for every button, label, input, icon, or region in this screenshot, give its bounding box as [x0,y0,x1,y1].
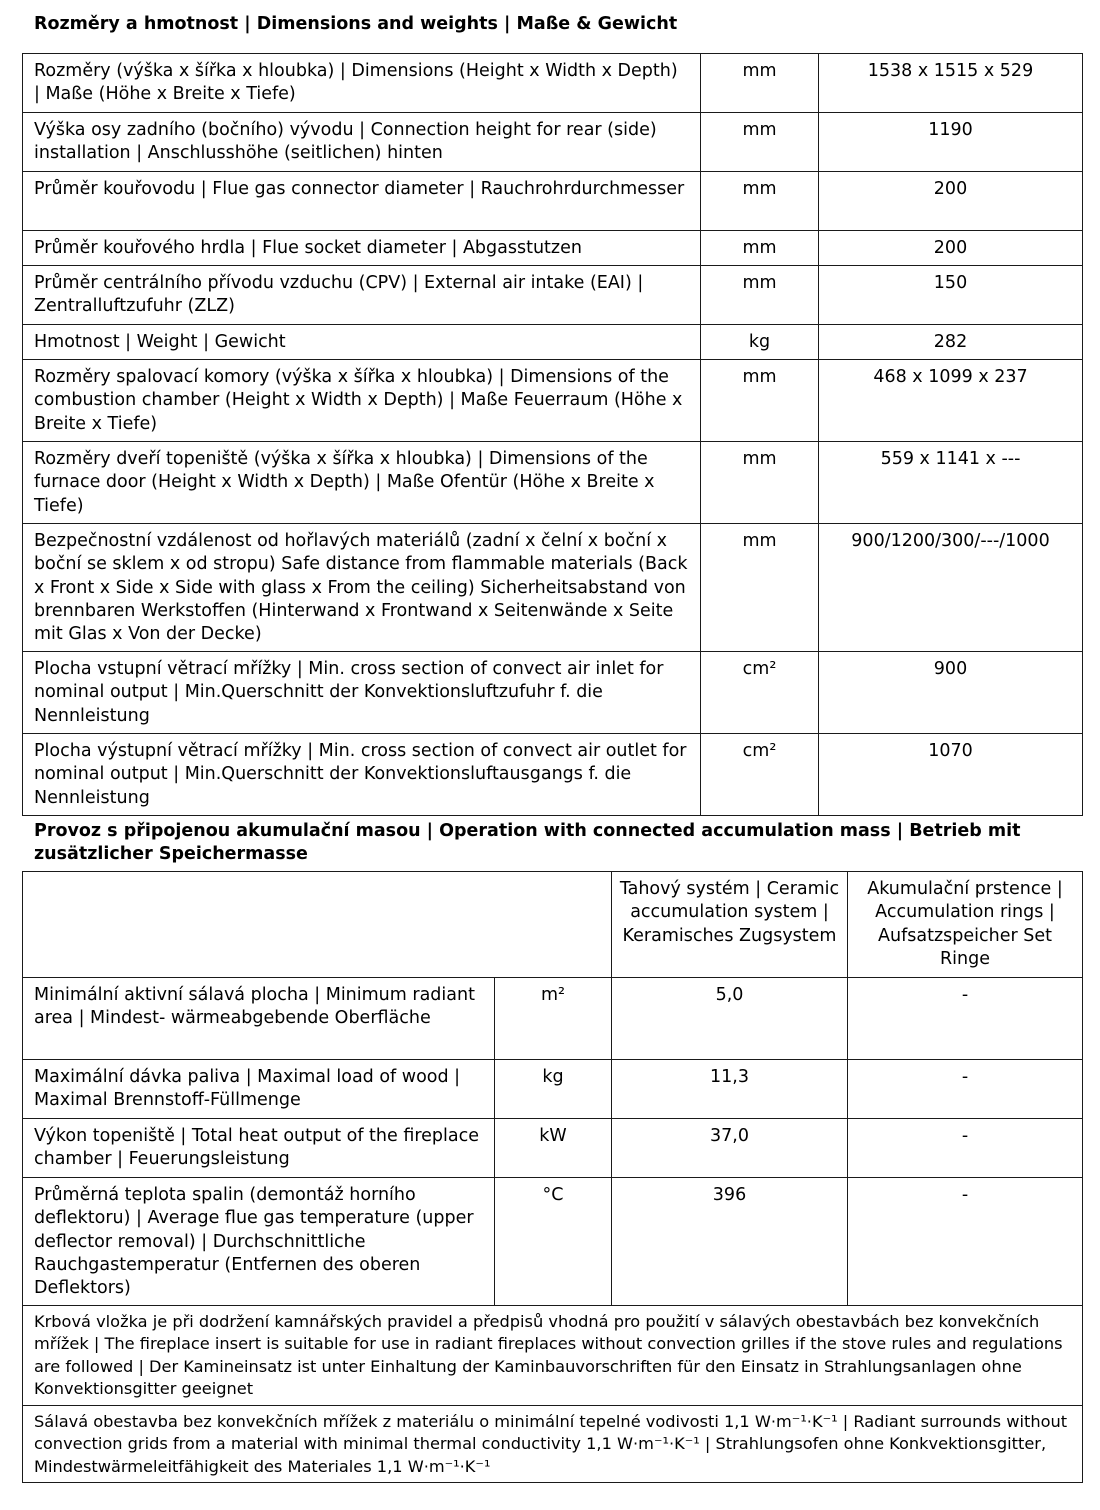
row-label: Bezpečnostní vzdálenost od hořlavých materiálů (zadní x čelní x boční x boční se sklem x od stropu) Safe distance from flammable materials (Back x Front x Side x Side with glass x From the ceiling) Sicherheitsabstand von brennbaren Werkstoffen (Hinterwand x Frontwand x Seitenwände x Seite mit Glas x Von der Decke) [23,524,701,652]
row-rings-value: - [848,978,1083,1060]
row-label: Výkon topeniště | Total heat output of the fireplace chamber | Feuerungsleistung [23,1119,495,1178]
row-rings-value: - [848,1119,1083,1178]
row-unit: mm [701,172,819,231]
row-value: 1070 [819,734,1083,816]
dimensions-table [22,53,1083,816]
table-row [23,978,1083,1060]
row-label: Hmotnost | Weight | Gewicht [23,325,701,360]
row-label: Rozměry spalovací komory (výška x šířka x hloubka) | Dimensions of the combustion chamber (Height x Width x Depth) | Maße Feuerraum (Höhe x Breite x Tiefe) [23,360,701,442]
row-unit: kW [495,1119,612,1178]
table-row [23,524,1083,652]
row-value: 900 [819,652,1083,734]
radiant-surround-note: Krbová vložka je při dodržení kamnářských pravidel a předpisů vhodná pro použití v sálavých obestavbách bez konvekčních mřížek | The fireplace insert is suitable for use in radiant fireplaces without convection grilles if the stove rules and regulations are followed | Der Kamineinsatz ist unter Einhaltung der Kaminbauvorschriften für den Einsatz in Strahlungsanlagen ohne Konvektionsgitter geeignet [23,1306,1083,1406]
row-value: 1190 [819,113,1083,172]
row-value: 200 [819,231,1083,266]
row-value: 468 x 1099 x 237 [819,360,1083,442]
row-value: 559 x 1141 x --- [819,442,1083,524]
row-label: Průměr kouřovodu | Flue gas connector diameter | Rauchrohrdurchmesser [23,172,701,231]
dimensions-section-title: Rozměry a hmotnost | Dimensions and weights | Maße & Gewicht [34,14,678,34]
row-unit: kg [495,1060,612,1119]
row-label: Plocha vstupní větrací mřížky | Min. cross section of convect air inlet for nominal output | Min.Querschnitt der Konvektionsluftzufuhr f. die Nennleistung [23,652,701,734]
row-unit: mm [701,442,819,524]
row-ceramic-value: 37,0 [612,1119,848,1178]
thermal-conductivity-note: Sálavá obestavba bez konvekčních mřížek z materiálu o minimální tepelné vodivosti 1,1 W·m⁻¹·K⁻¹ | Radiant surrounds without convection grids from a material with minimal thermal conductivity 1,1 W·m⁻¹·K⁻¹ | Strahlungsofen ohne Konkvektionsgitter, Mindestwärmeleitfähigkeit des Materiales 1,1 W·m⁻¹·K⁻¹ [23,1406,1083,1483]
note-row [23,1306,1083,1406]
row-value: 282 [819,325,1083,360]
row-unit: mm [701,231,819,266]
row-label: Rozměry dveří topeniště (výška x šířka x hloubka) | Dimensions of the furnace door (Height x Width x Depth) | Maße Ofentür (Höhe x Breite x Tiefe) [23,442,701,524]
table-row [23,172,1083,231]
row-unit: mm [701,524,819,652]
operation-table [22,871,1083,1483]
row-label: Rozměry (výška x šířka x hloubka) | Dimensions (Height x Width x Depth) | Maße (Höhe x Breite x Tiefe) [23,54,701,113]
row-unit: m² [495,978,612,1060]
table-row [23,1060,1083,1119]
operation-section-title: Provoz s připojenou akumulační masou | Operation with connected accumulation mass | Betrieb mit zusätzlicher Speichermasse [34,821,1021,864]
row-label: Minimální aktivní sálavá plocha | Minimum radiant area | Mindest- wärmeabgebende Oberfläche [23,978,495,1060]
header-ceramic-system: Tahový systém | Ceramic accumulation system | Keramisches Zugsystem [612,872,848,978]
row-value: 1538 x 1515 x 529 [819,54,1083,113]
row-value: 900/1200/300/---/1000 [819,524,1083,652]
table-row [23,266,1083,325]
table-row [23,442,1083,524]
row-ceramic-value: 5,0 [612,978,848,1060]
note-row [23,1406,1083,1483]
row-unit: mm [701,360,819,442]
row-unit: mm [701,54,819,113]
row-rings-value: - [848,1060,1083,1119]
row-unit: °C [495,1178,612,1306]
row-label: Průměr centrálního přívodu vzduchu (CPV) | External air intake (EAI) | Zentralluftzufuhr (ZLZ) [23,266,701,325]
table-row [23,360,1083,442]
row-label: Průměr kouřového hrdla | Flue socket diameter | Abgasstutzen [23,231,701,266]
row-label: Výška osy zadního (bočního) vývodu | Connection height for rear (side) installation | Anschlusshöhe (seitlichen) hinten [23,113,701,172]
table-row [23,54,1083,113]
table-row [23,734,1083,816]
row-unit: mm [701,113,819,172]
row-label: Plocha výstupní větrací mřížky | Min. cross section of convect air outlet for nominal output | Min.Querschnitt der Konvektionsluftausgangs f. die Nennleistung [23,734,701,816]
row-ceramic-value: 396 [612,1178,848,1306]
row-label: Průměrná teplota spalin (demontáž horního deflektoru) | Average flue gas temperature (upper deflector removal) | Durchschnittliche Rauchgastemperatur (Entfernen des oberen Deflektors) [23,1178,495,1306]
row-unit: cm² [701,734,819,816]
table-row [23,325,1083,360]
row-ceramic-value: 11,3 [612,1060,848,1119]
row-label: Maximální dávka paliva | Maximal load of wood | Maximal Brennstoff-Füllmenge [23,1060,495,1119]
table-row [23,231,1083,266]
table-row [23,1119,1083,1178]
table-header-row [23,872,1083,978]
table-row [23,652,1083,734]
row-value: 150 [819,266,1083,325]
row-unit: cm² [701,652,819,734]
row-rings-value: - [848,1178,1083,1306]
empty-header-cell [23,872,612,978]
header-accumulation-rings: Akumulační prstence | Accumulation rings | Aufsatzspeicher Set Ringe [848,872,1083,978]
table-row [23,1178,1083,1306]
row-unit: mm [701,266,819,325]
row-unit: kg [701,325,819,360]
row-value: 200 [819,172,1083,231]
table-row [23,113,1083,172]
